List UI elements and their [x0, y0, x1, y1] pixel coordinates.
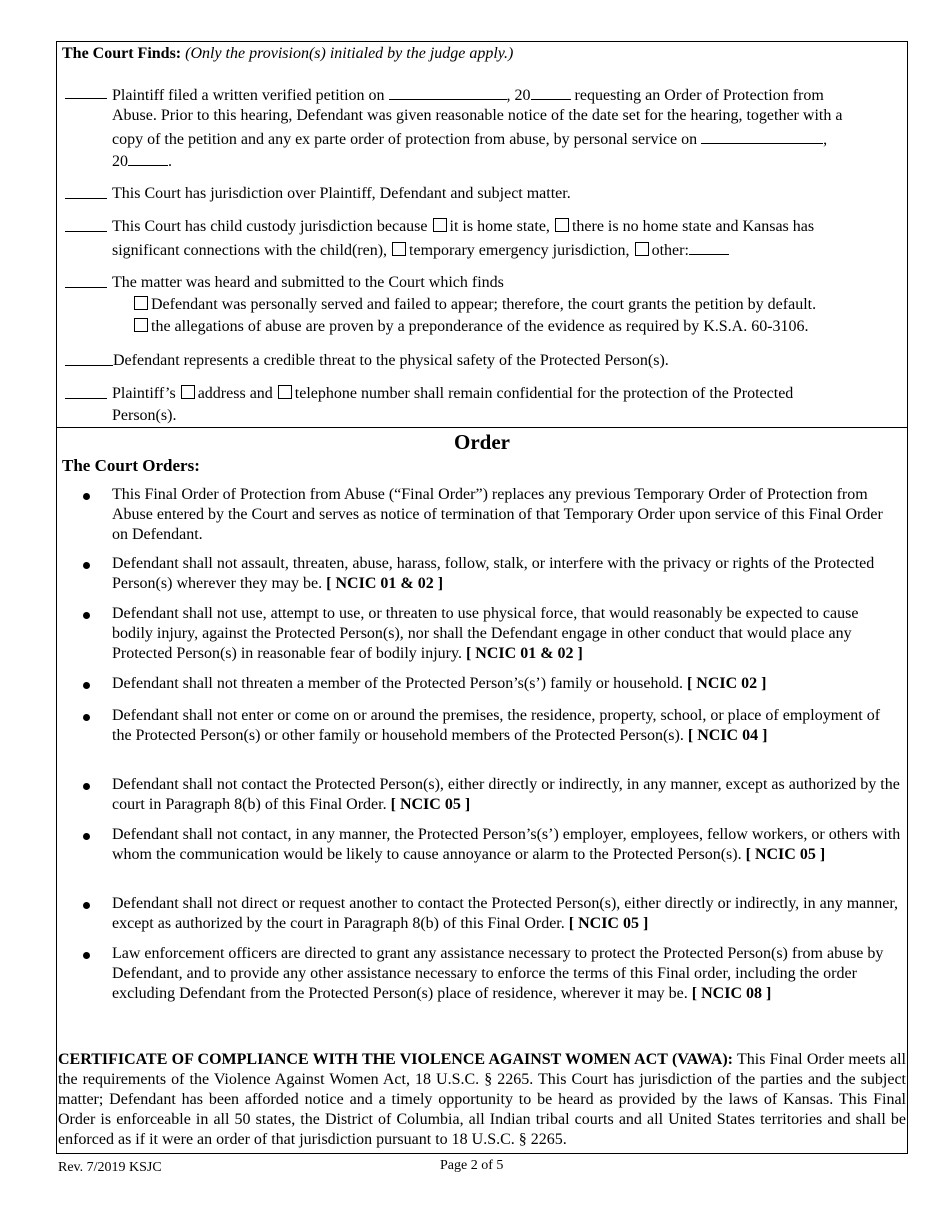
- bullet-marker: [83, 952, 90, 959]
- order-item-2: [112, 554, 902, 594]
- finding-1-line-1: [112, 84, 824, 106]
- finding-1-comma: ,: [823, 131, 828, 148]
- other-jurisdiction-blank[interactable]: [689, 239, 729, 255]
- finding-3-text-a: This Court has child custody jurisdiction because: [112, 218, 428, 235]
- finding-2-text: This Court has jurisdiction over Plaintiff, Defendant and subject matter.: [112, 185, 571, 202]
- ncic-code: [ NCIC 02 ]: [686, 675, 767, 692]
- temporary-emergency-checkbox[interactable]: [392, 242, 406, 256]
- order-item-text: Defendant shall not enter or come on or around the premises, the residence, property, school, or place of employment of the Protected Person(s) or other family or household members of the Protected Person(s).: [112, 707, 881, 744]
- initial-blank-2[interactable]: [65, 183, 107, 199]
- finding-1-year-prefix: 20: [112, 153, 128, 170]
- finding-1-text-b: , 20: [506, 87, 531, 104]
- order-item-6: [112, 775, 902, 815]
- service-date-blank[interactable]: [701, 128, 823, 144]
- order-item-3: [112, 604, 902, 664]
- home-state-checkbox[interactable]: [433, 218, 447, 232]
- finding-6-line-2: Person(s).: [112, 407, 177, 424]
- finding-4-line-1: The matter was heard and submitted to the Court which finds: [112, 274, 504, 291]
- finding-1-line-4: [112, 150, 172, 172]
- ncic-code: [ NCIC 08 ]: [691, 985, 772, 1002]
- finding-5-text: Defendant represents a credible threat to the physical safety of the Protected Person(s).: [113, 352, 669, 369]
- section-divider: [57, 427, 907, 428]
- finding-1-period: .: [168, 153, 172, 170]
- order-item-text: Defendant shall not direct or request another to contact the Protected Person(s), either directly or indirectly, in any manner, except as authorized by the court in Paragraph 8(b) of this Final Order.: [112, 895, 899, 932]
- bullet-marker: [83, 902, 90, 909]
- bullet-marker: [83, 682, 90, 689]
- finding-3-line-1: [112, 217, 814, 237]
- finding-1-line-2: Abuse. Prior to this hearing, Defendant was given reasonable notice of the date set for the hearing, together with a: [112, 107, 843, 124]
- order-item-text: Defendant shall not contact the Protected Person(s), either directly or indirectly, in any manner, except as authorized by the court in Paragraph 8(b) of this Final Order.: [112, 776, 900, 813]
- default-judgment-label: Defendant was personally served and failed to appear; therefore, the court grants the petition by default.: [151, 296, 817, 313]
- petition-date-blank[interactable]: [389, 84, 507, 100]
- service-year-blank[interactable]: [128, 150, 168, 166]
- ncic-code: [ NCIC 04 ]: [687, 727, 768, 744]
- order-title: Order: [454, 430, 510, 454]
- ncic-code: [ NCIC 01 & 02 ]: [465, 645, 583, 662]
- finding-1-text-a: Plaintiff filed a written verified petition on: [112, 87, 385, 104]
- finding-1-line-3: [112, 128, 827, 150]
- ncic-code: [ NCIC 05 ]: [745, 846, 826, 863]
- order-item-text: This Final Order of Protection from Abuse (“Final Order”) replaces any previous Temporary Order of Protection from Abuse entered by the Court and serves as notice of termination of that Temporary Order upon service of this Final Order on Defendant.: [112, 486, 883, 543]
- abuse-proven-label: the allegations of abuse are proven by a preponderance of the evidence as required by K.S.A. 60-3106.: [151, 318, 809, 335]
- temporary-emergency-label: temporary emergency jurisdiction,: [409, 242, 630, 259]
- bullet-marker: [83, 493, 90, 500]
- page-number: Page 2 of 5: [440, 1158, 504, 1173]
- ncic-code: [ NCIC 05 ]: [568, 915, 649, 932]
- finding-1-text-c: requesting an Order of Protection from: [574, 87, 824, 104]
- order-item-1: [112, 485, 902, 545]
- bullet-marker: [83, 833, 90, 840]
- initial-blank-6[interactable]: [65, 383, 107, 399]
- ncic-code: [ NCIC 01 & 02 ]: [326, 575, 444, 592]
- findings-note: (Only the provision(s) initialed by the judge apply.): [185, 45, 514, 62]
- bullet-marker: [83, 714, 90, 721]
- address-confidential-checkbox[interactable]: [181, 385, 195, 399]
- certificate-heading: CERTIFICATE OF COMPLIANCE WITH THE VIOLENCE AGAINST WOMEN ACT (VAWA):: [58, 1051, 733, 1068]
- finding-3-text-b: significant connections with the child(ren),: [112, 242, 388, 259]
- finding-3-line-2: [112, 239, 729, 261]
- certificate-body: This Final Order meets all the requirements of the Violence Against Women Act, 18 U.S.C. § 2265. This Court has jurisdiction of the parties and the subject matter; Defendant has been afforded notice and a timely opportunity to be heard as provided by the laws of Kansas. This Final Order is enforceable in all 50 states, the District of Columbia, all Indian tribal courts and all United States territories and shall be enforced as if it were an order of that jurisdiction pursuant to 18 U.S.C. § 2265.: [58, 1051, 906, 1148]
- order-item-text: Law enforcement officers are directed to grant any assistance necessary to protect the Protected Person(s) from abuse by Defendant, and to provide any other assistance necessary to enforce the terms of this Final order, including the order excluding Defendant from the Protected Person(s) place of residence, wherever it may be.: [112, 945, 884, 1002]
- findings-heading-line: [62, 44, 513, 64]
- telephone-confidential-label: telephone number shall remain confidential for the protection of the Protected: [294, 385, 794, 402]
- bullet-marker: [83, 612, 90, 619]
- orders-heading: The Court Orders:: [62, 456, 200, 475]
- order-item-text: Defendant shall not assault, threaten, abuse, harass, follow, stalk, or interfere with the privacy or rights of the Protected Person(s) wherever they may be.: [112, 555, 875, 592]
- order-item-5: [112, 706, 902, 746]
- default-judgment-checkbox[interactable]: [134, 296, 148, 310]
- order-item-8: [112, 894, 902, 934]
- no-home-state-label: there is no home state and Kansas has: [571, 218, 815, 235]
- home-state-label: it is home state,: [449, 218, 550, 235]
- order-item-text: Defendant shall not threaten a member of the Protected Person’s(s’) family or household.: [112, 675, 683, 692]
- order-form-frame: [56, 41, 908, 1154]
- initial-blank-4[interactable]: [65, 272, 107, 288]
- other-jurisdiction-checkbox[interactable]: [635, 242, 649, 256]
- initial-blank-1[interactable]: [65, 83, 107, 99]
- order-item-4: [112, 674, 902, 694]
- finding-4-sub-1: [133, 295, 816, 315]
- vawa-certificate: [58, 1050, 906, 1150]
- initial-blank-5[interactable]: [65, 350, 113, 366]
- petition-year-blank[interactable]: [531, 84, 571, 100]
- no-home-state-checkbox[interactable]: [555, 218, 569, 232]
- finding-6-text-a: Plaintiff’s: [112, 385, 176, 402]
- findings-heading: The Court Finds:: [62, 45, 182, 62]
- abuse-proven-checkbox[interactable]: [134, 318, 148, 332]
- ncic-code: [ NCIC 05 ]: [390, 796, 471, 813]
- order-item-9: [112, 944, 902, 1004]
- address-confidential-label: address and: [197, 385, 273, 402]
- telephone-confidential-checkbox[interactable]: [278, 385, 292, 399]
- initial-blank-3[interactable]: [65, 216, 107, 232]
- bullet-marker: [83, 783, 90, 790]
- revision-label: Rev. 7/2019 KSJC: [58, 1160, 162, 1175]
- order-item-text: Defendant shall not contact, in any manner, the Protected Person’s(s’) employer, employees, fellow workers, or others with whom the communication would be likely to cause annoyance or alarm to the Protected Person(s).: [112, 826, 901, 863]
- other-jurisdiction-label: other:: [651, 242, 689, 259]
- order-item-text: Defendant shall not use, attempt to use, or threaten to use physical force, that would reasonably be expected to cause bodily injury, against the Protected Person(s), nor shall the Defendant engage in other conduct that would place any Protected Person(s) in reasonable fear of bodily injury.: [112, 605, 859, 662]
- order-item-7: [112, 825, 902, 865]
- bullet-marker: [83, 562, 90, 569]
- finding-4-sub-2: [133, 317, 809, 337]
- finding-6-line-1: [112, 384, 793, 404]
- finding-1-text-d: copy of the petition and any ex parte order of protection from abuse, by personal service on: [112, 131, 698, 148]
